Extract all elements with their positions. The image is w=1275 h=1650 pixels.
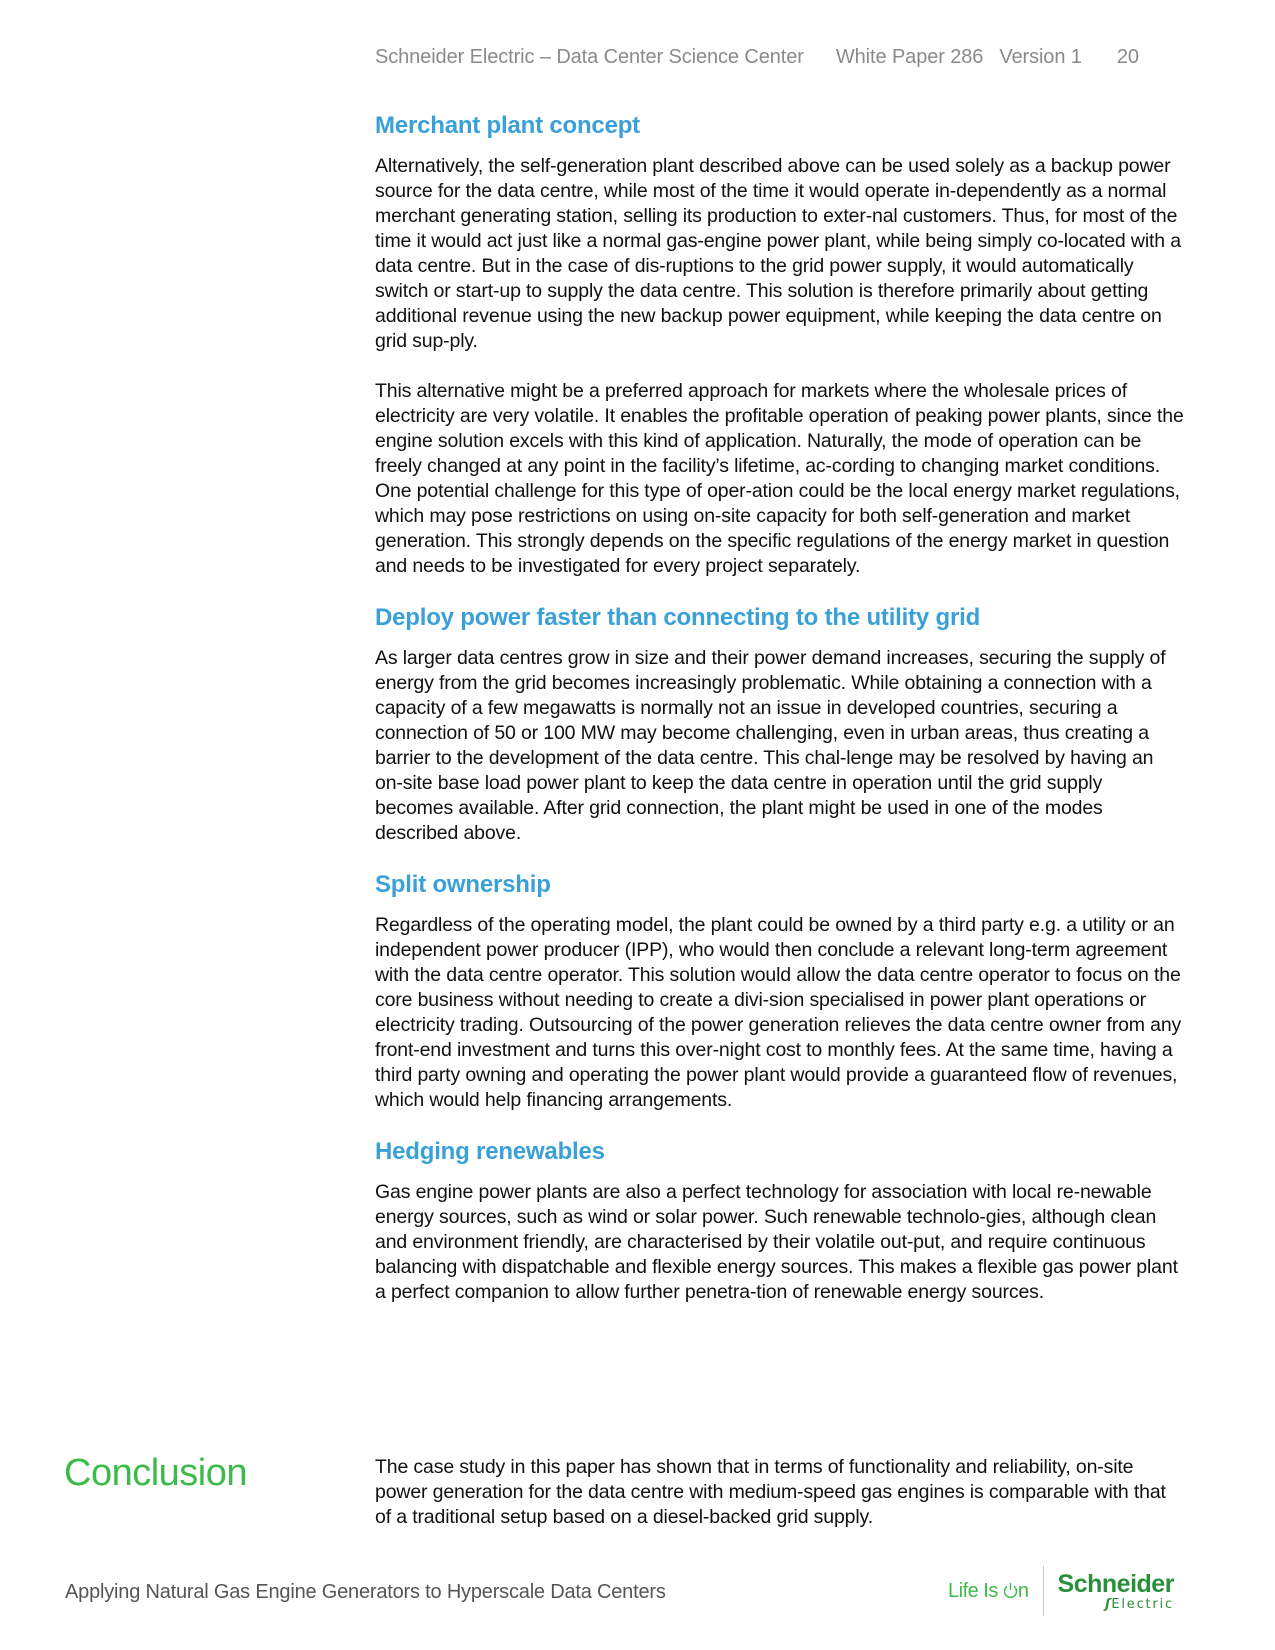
- schneider-logo: [948, 1563, 1174, 1619]
- header-version: Version 1: [999, 46, 1082, 68]
- section-heading: Deploy power faster than connecting to the utility grid: [375, 604, 981, 631]
- power-icon: [1003, 1582, 1018, 1599]
- schneider-electric-wordmark: [1057, 1569, 1174, 1612]
- header-org: Schneider Electric – Data Center Science Center: [375, 46, 804, 68]
- section-split-ownership: [375, 871, 1185, 1113]
- section-merchant-plant: [375, 112, 1185, 579]
- footer-document-title: Applying Natural Gas Engine Generators to Hyperscale Data Centers: [65, 1581, 666, 1603]
- section-heading: Split ownership: [375, 871, 551, 898]
- page-number: 20: [1116, 46, 1139, 68]
- conclusion-paragraph: The case study in this paper has shown that in terms of functionality and reliability, on-site power generation for the data centre with medium-speed gas engines is comparable with that of a traditional setup based on a diesel-backed grid supply.: [375, 1456, 1166, 1528]
- paragraph: As larger data centres grow in size and their power demand increases, securing the supply of energy from the grid becomes increasingly problematic. While obtaining a connection with a capacity of a few megawatts is normally not an issue in developed countries, securing a connection of 50 or 100 MW may become challenging, even in urban areas, thus creating a barrier to the development of the data centre. This chal-lenge may be resolved by having an on-site base load power plant to keep the data centre in operation until the grid supply becomes available. After grid connection, the plant might be used in one of the modes described above.: [375, 647, 1166, 844]
- section-hedging-renewables: [375, 1138, 1185, 1305]
- tagline-prefix: Life Is: [948, 1579, 1003, 1602]
- brand-sub-text: Electric: [1111, 1596, 1174, 1612]
- schneider-mark-icon: ʃ: [1104, 1596, 1111, 1612]
- paragraph: This alternative might be a preferred approach for markets where the wholesale prices of electricity are very volatile. It enables the profitable operation of peaking power plants, since the engine solution excels with this kind of application. Naturally, the mode of operation can be freely changed at any point in the facility’s lifetime, ac-cording to changing market conditions. One potential challenge for this type of oper-ation could be the local energy market regulations, which may pose restrictions on using on-site capacity for both self-generation and market generation. This strongly depends on the specific regulations of the energy market in question and needs to be investigated for every project separately.: [375, 380, 1184, 577]
- paragraph: Gas engine power plants are also a perfect technology for association with local re-newable energy sources, such as wind or solar power. Such renewable technolo-gies, although clean and environment friendly, are characterised by their volatile out-put, and require continuous balancing with dispatchable and flexible energy sources. This makes a flexible gas power plant a perfect companion to allow further penetra-tion of renewable energy sources.: [375, 1181, 1178, 1303]
- paragraph: Regardless of the operating model, the plant could be owned by a third party e.g. a utility or an independent power producer (IPP), who would then conclude a relevant long-term agreement with the data centre operator. This solution would allow the data centre operator to focus on the core business without needing to create a divi-sion specialised in power plant operations or electricity trading. Outsourcing of the power generation relieves the data centre owner from any front-end investment and turns this over-night cost to monthly fees. At the same time, having a third party owning and operating the power plant would provide a guaranteed flow of revenues, which would help financing arrangements.: [375, 914, 1182, 1111]
- paragraph: Alternatively, the self-generation plant described above can be used solely as a backup power source for the data centre, while most of the time it would operate in-dependently as a normal merchant generating station, selling its production to exter-nal customers. Thus, for most of the time it would act just like a normal gas-engine power plant, while being simply co-located with a data centre. But in the case of dis-ruptions to the grid power supply, it would automatically switch or start-up to supply the data centre. This solution is therefore primarily about getting additional revenue using the new backup power equipment, while keeping the data centre on grid sup-ply.: [375, 155, 1181, 352]
- header-paper-number: White Paper 286: [835, 46, 984, 68]
- main-content: [375, 112, 1185, 1330]
- section-heading: Hedging renewables: [375, 1138, 605, 1165]
- life-is-on-tagline: [948, 1580, 1029, 1603]
- page-header: [375, 46, 1139, 69]
- section-heading: Merchant plant concept: [375, 112, 640, 139]
- section-deploy-power: [375, 604, 1185, 846]
- brand-name: Schneider: [1057, 1569, 1174, 1598]
- brand-sub: [1105, 1598, 1174, 1611]
- tagline-suffix: n: [1017, 1579, 1029, 1602]
- conclusion-heading: Conclusion: [64, 1452, 247, 1494]
- logo-divider: [1043, 1566, 1044, 1616]
